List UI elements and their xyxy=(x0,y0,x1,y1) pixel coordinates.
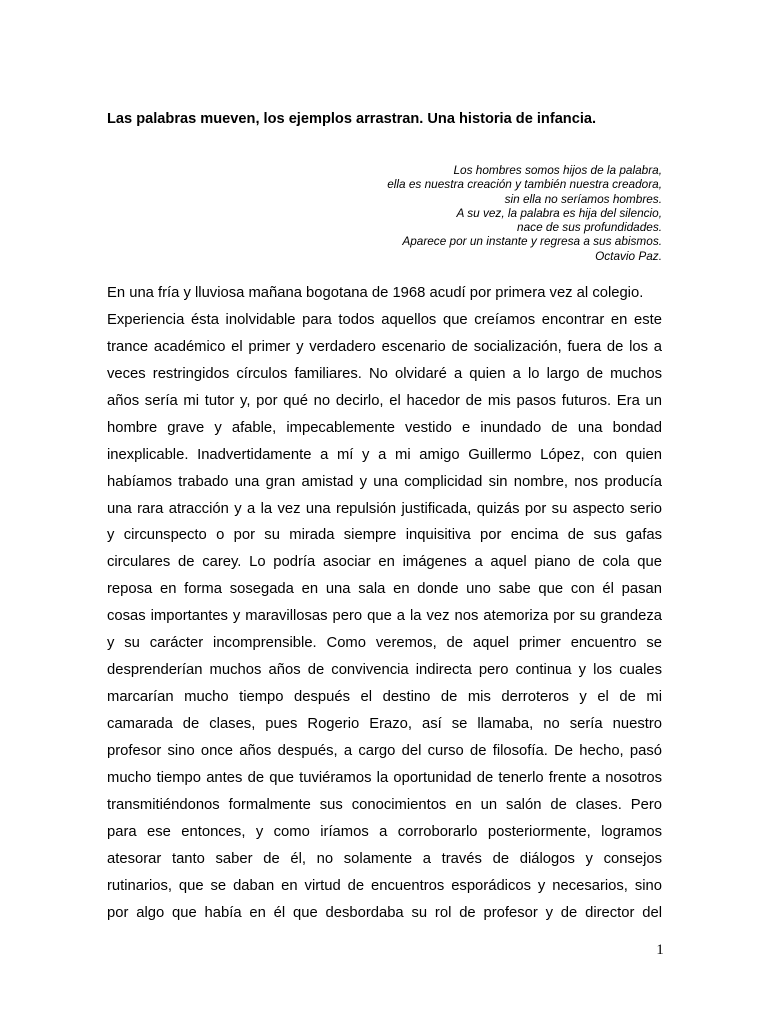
paragraph-line: una rara atracción y a la vez una repulsión justificada, quizás por su aspecto serio xyxy=(107,500,662,517)
paragraph-line: y su carácter incomprensible. Como veremos, de aquel primer encuentro se xyxy=(107,635,662,652)
paragraph-line: mucho tiempo antes de que tuviéramos la oportunidad de tenerlo frente a nosotros xyxy=(107,769,662,786)
paragraph-line: para ese entonces, y como iríamos a corroborarlo posteriormente, logramos xyxy=(107,823,662,840)
epigraph-line: ella es nuestra creación y también nuestra creadora, xyxy=(387,177,662,192)
document-title: Las palabras mueven, los ejemplos arrastran. Una historia de infancia. xyxy=(107,111,597,127)
epigraph-line: A su vez, la palabra es hija del silencio, xyxy=(456,205,662,220)
body-paragraph xyxy=(107,280,662,927)
paragraph-line: reposa en forma sosegada en una sala en donde uno sabe que con él pasan xyxy=(107,581,662,598)
paragraph-line: años sería mi tutor y, por qué no decirlo, el hacedor de mis pasos futuros. Era un xyxy=(107,392,662,409)
paragraph-line: circulares de carey. Lo podría asociar en imágenes a aquel piano de cola que xyxy=(107,554,662,571)
epigraph-line: Aparece por un instante y regresa a sus abismos. xyxy=(402,234,662,249)
paragraph-line: desprenderían muchos años de convivencia indirecta pero continua y los cuales xyxy=(107,662,662,679)
paragraph-line: por algo que había en él que desbordaba su rol de profesor y de director del xyxy=(107,904,662,921)
paragraph-line: profesor sino once años después, a cargo del curso de filosofía. De hecho, pasó xyxy=(107,742,662,759)
paragraph-line: y circunspecto o por su mirada siempre inquisitiva por encima de sus gafas xyxy=(107,527,662,544)
paragraph-line: camarada de clases, pues Rogerio Erazo, así se llamaba, no sería nuestro xyxy=(107,716,662,732)
paragraph-line: cosas importantes y maravillosas pero que a la vez nos atemoriza por su grandeza xyxy=(107,608,662,625)
epigraph-quote xyxy=(242,163,662,263)
epigraph-line: Los hombres somos hijos de la palabra, xyxy=(453,163,662,177)
paragraph-line: Experiencia ésta inolvidable para todos aquellos que creíamos encontrar en este xyxy=(107,311,662,328)
epigraph-line: nace de sus profundidades. xyxy=(517,220,662,235)
paragraph-line: transmitiéndonos formalmente sus conocimientos en un salón de clases. Pero xyxy=(107,796,662,813)
paragraph-line: hombre grave y afable, impecablemente vestido e inundado de una bondad xyxy=(107,419,662,436)
paragraph-line: inexplicable. Inadvertidamente a mí y a mi amigo Guillermo López, con quien xyxy=(107,446,662,463)
paragraph-line: trance académico el primer y verdadero escenario de socialización, fuera de los a xyxy=(107,338,662,355)
paragraph-line: rutinarios, que se daban en virtud de encuentros esporádicos y necesarios, sino xyxy=(107,877,662,894)
paragraph-line: veces restringidos círculos familiares. No olvidaré a quien a lo largo de muchos xyxy=(107,365,662,382)
epigraph-line: sin ella no seríamos hombres. xyxy=(504,191,662,206)
paragraph-line: marcarían mucho tiempo después el destino de mis derroteros y el de mi xyxy=(107,689,662,706)
paragraph-line: habíamos trabado una gran amistad y una complicidad sin nombre, nos producía xyxy=(107,473,662,490)
page-number: 1 xyxy=(656,942,664,958)
paragraph-line: En una fría y lluviosa mañana bogotana de 1968 acudí por primera vez al colegio. xyxy=(107,285,644,301)
paragraph-line: atesorar tanto saber de él, no solamente a través de diálogos y consejos xyxy=(107,850,662,867)
epigraph-author: Octavio Paz. xyxy=(595,248,662,263)
